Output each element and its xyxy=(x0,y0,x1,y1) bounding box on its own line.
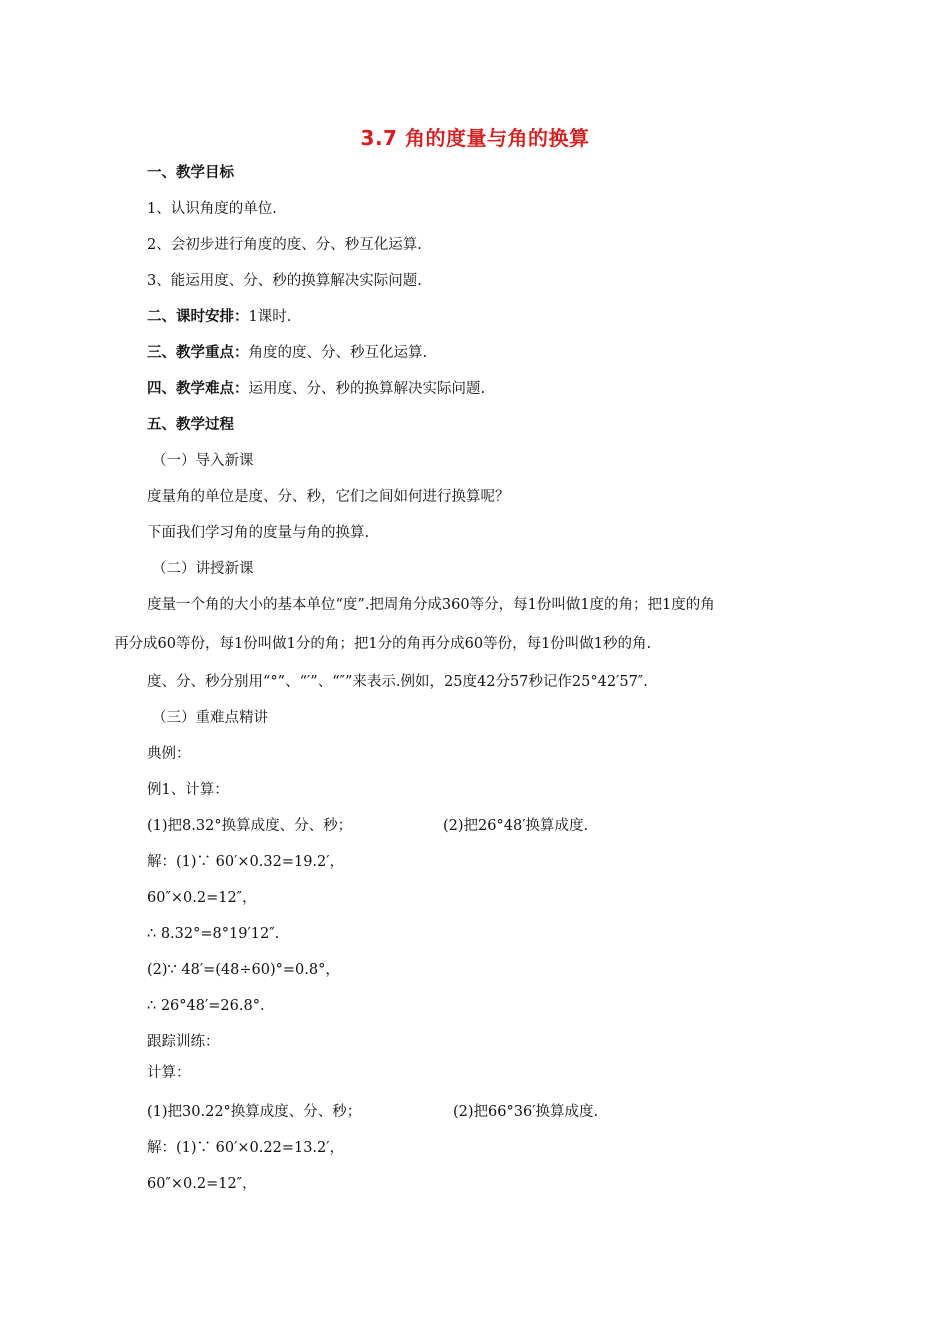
solution-line: ∴ 26°48′=26.8°. xyxy=(147,998,265,1014)
difficulty-line xyxy=(147,379,485,399)
objective-item: 1、认识角度的单位. xyxy=(147,201,277,217)
difficulty-value: 运用度、分、秒的换算解决实际问题. xyxy=(248,381,486,397)
example-question: (1)把8.32°换算成度、分、秒； xyxy=(147,818,353,834)
paragraph-line: 度、分、秒分别用“°”、“′”、“″”来表示.例如，25度42分57秒记作25°42′57″. xyxy=(147,674,648,690)
solution-line: 60″×0.2=12″， xyxy=(147,890,257,906)
page-title: 3.7 角的度量与角的换算 xyxy=(360,126,590,150)
schedule-label: 二、课时安排： xyxy=(147,309,249,325)
solution-line: ∴ 8.32°=8°19′12″. xyxy=(147,926,280,942)
paragraph-line: 下面我们学习角的度量与角的换算. xyxy=(147,525,370,541)
section-objectives-heading: 一、教学目标 xyxy=(147,165,234,181)
solution-line: 解：(1)∵ 60′×0.32=19.2′， xyxy=(147,854,345,870)
objective-item: 2、会初步进行角度的度、分、秒互化运算. xyxy=(147,237,422,253)
solution-line: 解：(1)∵ 60′×0.22=13.2′， xyxy=(147,1140,345,1156)
key-point-value: 角度的度、分、秒互化运算. xyxy=(248,345,428,361)
practice-label: 跟踪训练： xyxy=(147,1034,220,1050)
section-process-heading: 五、教学过程 xyxy=(147,417,234,433)
practice-question: (1)把30.22°换算成度、分、秒； xyxy=(147,1104,362,1120)
practice-title: 计算： xyxy=(147,1065,191,1081)
subsection-heading: （一）导入新课 xyxy=(152,453,254,469)
paragraph-line: 再分成60等份，每1份叫做1分的角；把1分的角再分成60等份，每1份叫做1秒的角. xyxy=(114,636,652,652)
solution-line: (2)∵ 48′=(48÷60)°=0.8°， xyxy=(147,962,340,978)
difficulty-label: 四、教学难点： xyxy=(147,381,249,397)
subsection-heading: （三）重难点精讲 xyxy=(152,710,268,726)
practice-question: (2)把66°36′换算成度. xyxy=(453,1104,599,1120)
key-point-label: 三、教学重点： xyxy=(147,345,249,361)
schedule-value: 1课时. xyxy=(248,309,292,325)
schedule-line xyxy=(147,307,291,327)
example-title: 例1、计算： xyxy=(147,782,229,798)
objective-item: 3、能运用度、分、秒的换算解决实际问题. xyxy=(147,273,422,289)
paragraph-line: 度量角的单位是度、分、秒，它们之间如何进行换算呢？ xyxy=(147,489,510,505)
subsection-heading: （二）讲授新课 xyxy=(152,561,254,577)
example-label: 典例： xyxy=(147,746,191,762)
solution-line: 60″×0.2=12″， xyxy=(147,1176,257,1192)
paragraph-line: 度量一个角的大小的基本单位“度”.把周角分成360等分，每1份叫做1度的角；把1度的角 xyxy=(147,597,715,613)
key-point-line xyxy=(147,343,427,363)
example-question: (2)把26°48′换算成度. xyxy=(443,818,589,834)
